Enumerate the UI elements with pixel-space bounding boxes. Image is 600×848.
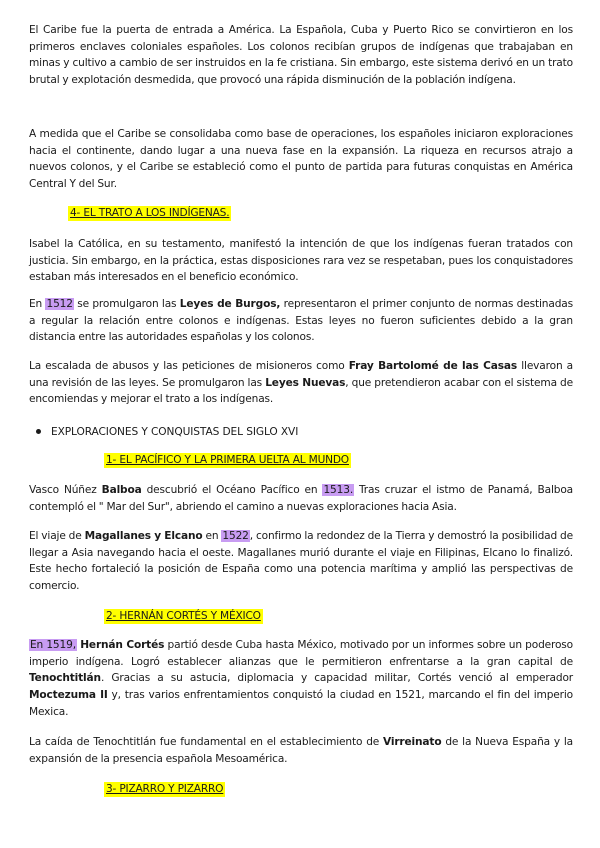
bold-term: Tenochtitlán — [29, 672, 101, 685]
text: de la Nueva España y la expansión de la presencia española Mesoamérica. — [29, 736, 573, 765]
text: La escalada de abusos y las peticiones de misioneros como — [29, 360, 349, 372]
bullet-item — [36, 424, 298, 440]
text: , confirmo la redondez de la Tierra y demostró la posibilidad de llegar a Asia navegando hacia el oeste. Magallanes murió durante el viaje en Filipinas, Elcano lo finalizó. Este hecho fortaleció la posición de España como una potencia marítima y amplió las perspectivas de comercio. — [29, 530, 573, 593]
text: . Gracias a su astucia, diplomacia y capacidad militar, Cortés venció al emperador — [100, 672, 573, 685]
paragraph-magallanes — [29, 528, 573, 595]
text: , que pretendieron acabar con el sistema de encomiendas y mejorar el trato a los indígenas. — [29, 376, 573, 406]
text: en — [202, 530, 222, 542]
text: La caída de Tenochtitlán fue fundamental en el establecimiento de — [29, 736, 384, 748]
bold-term: Leyes de Burgos, — [179, 298, 281, 310]
heading-pizarro: 3- PIZARRO Y PIZARRO — [106, 783, 224, 795]
paragraph-leyes-burgos — [29, 296, 573, 346]
heading-trato-indigenas: 4- EL TRATO A LOS INDÍGENAS. — [70, 207, 230, 219]
text: Vasco Núñez — [29, 484, 102, 496]
heading-hernan-cortes: 2- HERNÁN CORTÉS Y MÉXICO — [106, 610, 261, 622]
text: Tras cruzar el istmo de Panamá, Balboa contempló el " Mar del Sur", abriendo el camino a nuevas exploraciones hacia Asia. — [29, 484, 573, 513]
bold-term: Magallanes y Elcano — [84, 530, 203, 542]
bold-term: Leyes Nuevas — [265, 376, 346, 389]
date-highlight: En 1519, — [30, 639, 76, 651]
text: partió desde Cuba hasta México, motivado por un informes sobre un poderoso imperio indígena. Logró establecer alianzas que le permitieron enfrentarse a la gran capital de — [29, 639, 574, 668]
bullet-label: EXPLORACIONES Y CONQUISTAS DEL SIGLO XVI — [51, 426, 299, 438]
date-highlight: 1522 — [222, 530, 249, 542]
paragraph-caribe-entrada: El Caribe fue la puerta de entrada a América. La Española, Cuba y Puerto Rico se convirtieron en los primeros enclaves coloniales españoles. Los colonos recibían grupos de indígenas que trabajaban en minas y cultivo a cambio de ser instruidos en la fe cristiana. Sin embargo, este sistema derivó en un trato brutal y explotación desmedida, que provocó una rápida disminución de la población indígena. — [29, 24, 573, 87]
text: llevaron a una revisión de las leyes. Se promulgaron las — [29, 360, 573, 389]
text: y, tras varios enfrentamientos conquistó la ciudad en 1521, marcando el fin del imperio Mexica. — [29, 689, 573, 718]
paragraph-cortes — [29, 637, 573, 721]
paragraph-tenochtitlan — [29, 734, 573, 767]
text: descubrió el Océano Pacífico en — [141, 484, 323, 496]
paragraph-leyes-nuevas — [29, 358, 573, 408]
bullet-dot-icon — [36, 429, 41, 434]
paragraph-isabel: Isabel la Católica, en su testamento, manifestó la intención de que los indígenas fueran tratados con justicia. Sin embargo, en la práctica, estas disposiciones rara vez se respetaban, pues los conquistadores estaban más interesados en el beneficio económico. — [29, 238, 573, 284]
date-highlight: 1513. — [323, 484, 354, 496]
paragraph-balboa — [29, 482, 573, 515]
bold-term: Balboa — [101, 484, 142, 496]
heading-pacifico: 1- EL PACÍFICO Y LA PRIMERA UELTA AL MUNDO — [106, 454, 349, 466]
text: En — [29, 298, 46, 310]
bold-term: Hernán Cortés — [80, 639, 165, 651]
bold-term: Fray Bartolomé de las Casas — [348, 360, 518, 372]
text: El viaje de — [29, 530, 85, 542]
date-highlight: 1512 — [46, 298, 73, 310]
paragraph-caribe-base: A medida que el Caribe se consolidaba como base de operaciones, los españoles iniciaron exploraciones hacia el continente, dando lugar a una nueva fase en la expansión. La riqueza en recursos atrajo a nuevos colonos, y el Caribe se estableció como el punto de partida para futuras conquistas en América Central Y del Sur. — [29, 128, 573, 191]
bold-term: Moctezuma II — [29, 689, 108, 702]
text: se promulgaron las — [73, 298, 180, 310]
text: representaron el primer conjunto de normas destinadas a regular la relación entre colonos e indígenas. Estas leyes no fueron suficientes debido a la gran distancia entre las autoridades españolas y los colonos. — [29, 298, 573, 344]
bold-term: Virreinato — [383, 736, 442, 748]
